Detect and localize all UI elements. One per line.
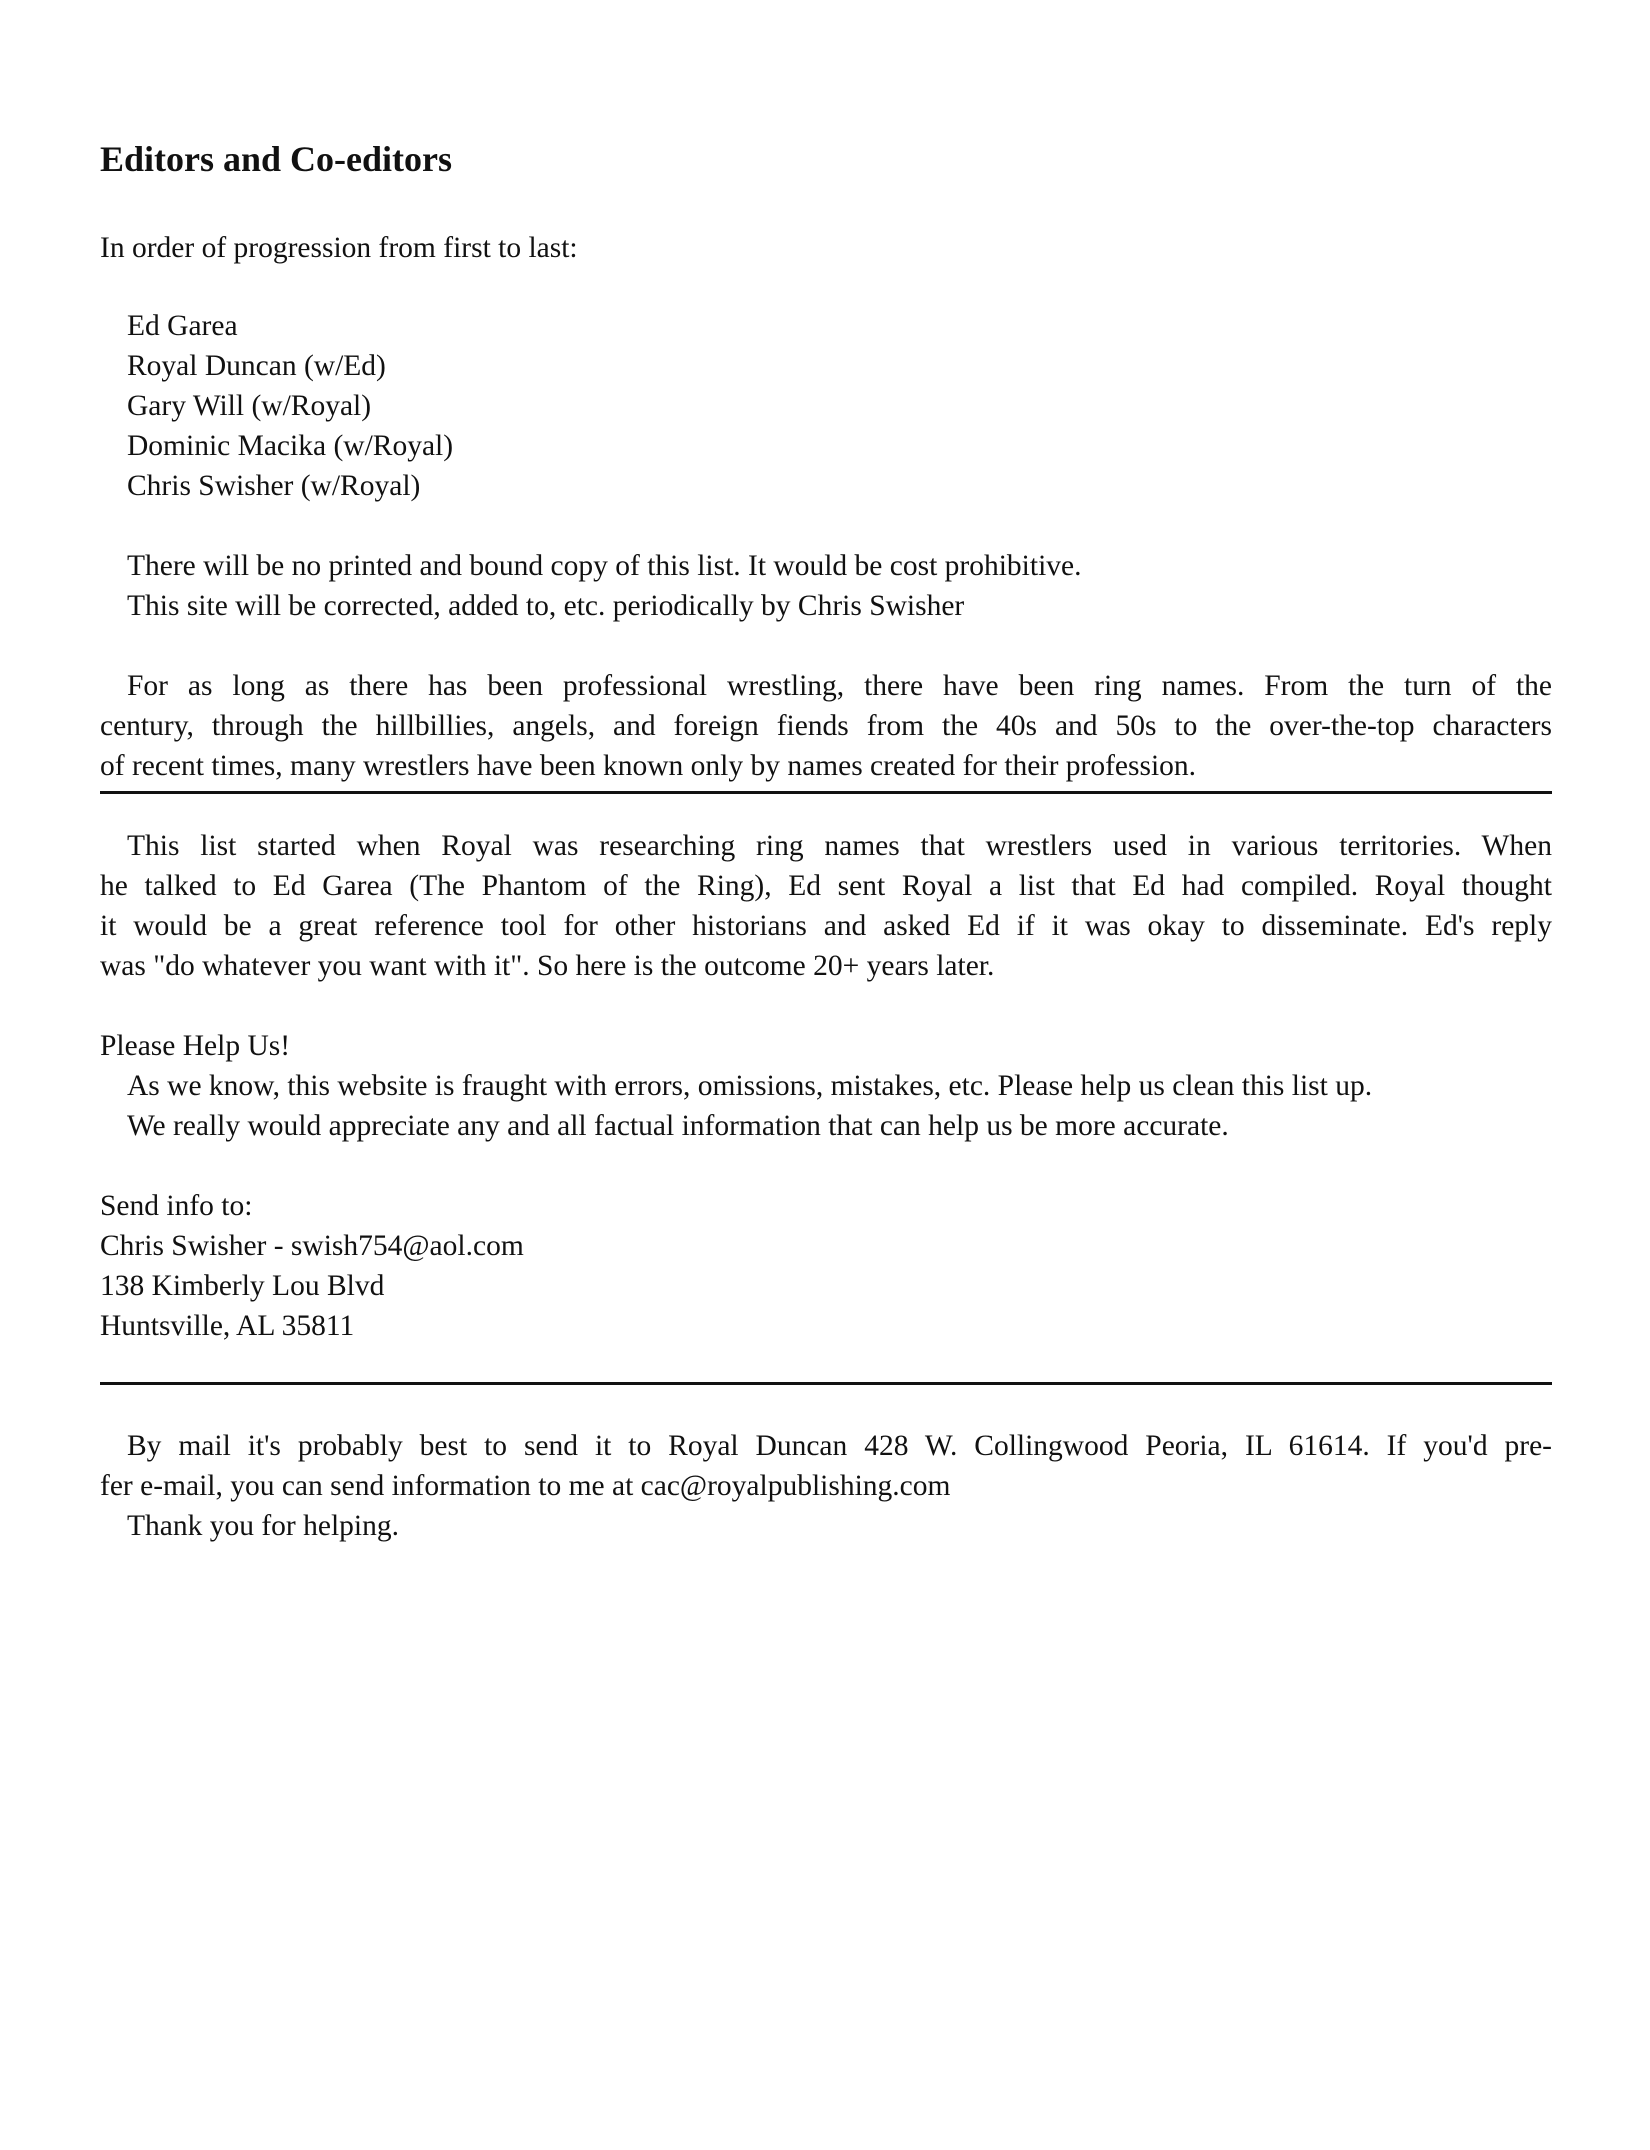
- contact-name-email: Chris Swisher - swish754@aol.com: [100, 1230, 524, 1262]
- contact-block: [100, 1186, 1552, 1346]
- editor-item: Ed Garea: [127, 310, 238, 342]
- contact-label: Send info to:: [100, 1190, 253, 1222]
- help-line: As we know, this website is fraught with errors, omissions, mistakes, etc. Please help us clean this list up.: [127, 1070, 1373, 1102]
- history-line: century, through the hillbillies, angels, and foreign fiends from the 40s and 50s to the over-the-top characters: [100, 710, 1552, 742]
- origin-line: he talked to Ed Garea (The Phantom of the Ring), Ed sent Royal a list that Ed had compiled. Royal thought: [100, 870, 1552, 902]
- notice-line: There will be no printed and bound copy of this list. It would be cost prohibitive.: [127, 550, 1082, 582]
- help-section: [100, 1026, 1552, 1146]
- mail-line: fer e-mail, you can send information to me at cac@royalpublishing.com: [100, 1470, 951, 1502]
- editor-item: Dominic Macika (w/Royal): [127, 430, 454, 462]
- notice-line: This site will be corrected, added to, etc. periodically by Chris Swisher: [127, 590, 965, 622]
- editor-item: Royal Duncan (w/Ed): [127, 350, 386, 382]
- page-title: Editors and Co-editors: [100, 139, 453, 179]
- contact-city: Huntsville, AL 35811: [100, 1310, 355, 1342]
- history-line: For as long as there has been professional wrestling, there have been ring names. From the turn of the: [127, 670, 1552, 702]
- help-line: We really would appreciate any and all factual information that can help us be more accurate.: [127, 1110, 1229, 1142]
- history-paragraph: [100, 666, 1552, 786]
- section-divider: [100, 1382, 1552, 1385]
- editor-list: [100, 306, 1579, 506]
- origin-line: was "do whatever you want with it". So here is the outcome 20+ years later.: [100, 950, 995, 982]
- origin-line: This list started when Royal was researching ring names that wrestlers used in various territories. When: [127, 830, 1552, 862]
- help-heading: Please Help Us!: [100, 1030, 291, 1062]
- closing-line: Thank you for helping.: [127, 1510, 399, 1542]
- contact-street: 138 Kimberly Lou Blvd: [100, 1270, 385, 1302]
- notice-paragraph: [100, 546, 1579, 626]
- section-divider: [100, 791, 1552, 794]
- origin-line: it would be a great reference tool for other historians and asked Ed if it was okay to disseminate. Ed's reply: [100, 910, 1552, 942]
- intro-text: [100, 228, 1552, 268]
- editor-item: Gary Will (w/Royal): [127, 390, 372, 422]
- intro-line: In order of progression from first to last:: [100, 232, 578, 264]
- editor-item: Chris Swisher (w/Royal): [127, 470, 421, 502]
- history-line: of recent times, many wrestlers have been known only by names created for their profession.: [100, 750, 1197, 782]
- origin-paragraph: [100, 826, 1552, 986]
- mail-line: By mail it's probably best to send it to Royal Duncan 428 W. Collingwood Peoria, IL 61614. If you'd pre-: [127, 1430, 1552, 1462]
- mail-paragraph: [100, 1426, 1552, 1546]
